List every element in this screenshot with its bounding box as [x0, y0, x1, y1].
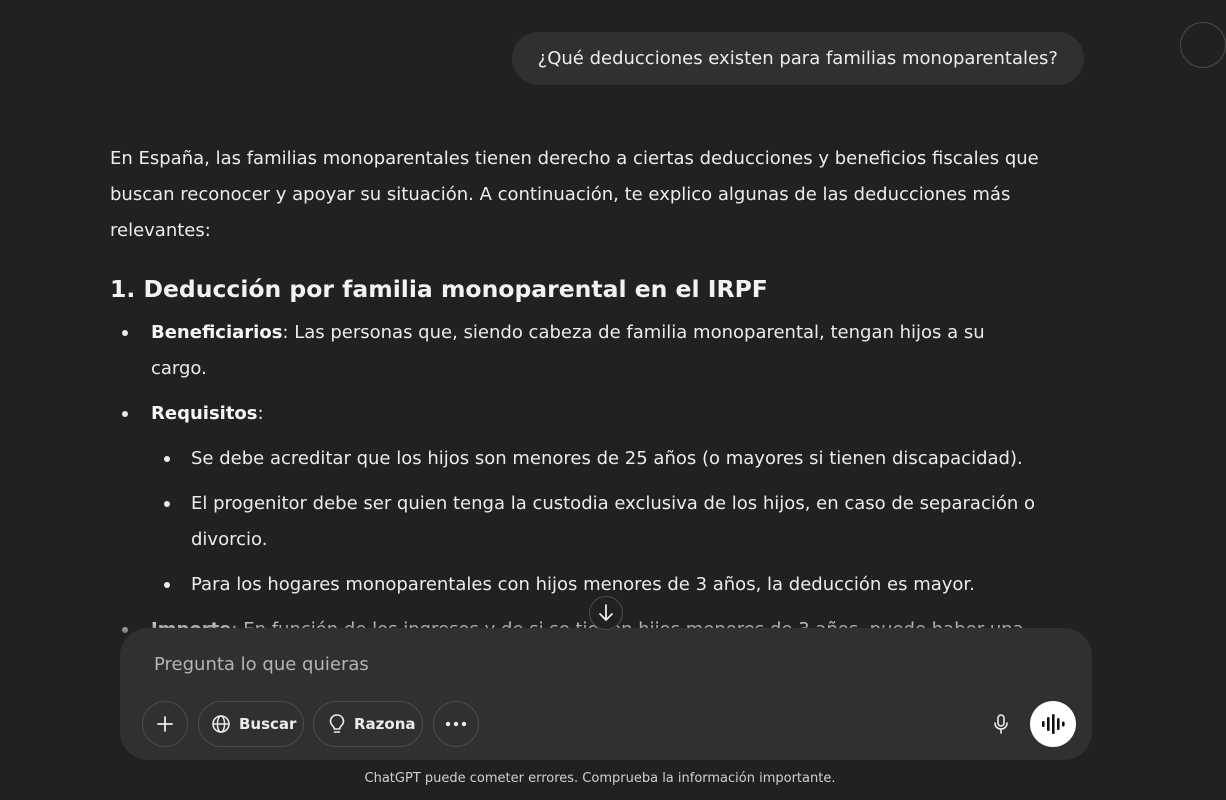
- add-attachment-button[interactable]: [142, 701, 188, 747]
- profile-avatar[interactable]: [1180, 22, 1226, 68]
- bullet-dot: [122, 411, 128, 417]
- search-button[interactable]: [198, 701, 304, 747]
- sub-list-item-text: Se debe acreditar que los hijos son menores de 25 años (o mayores si tienen discapacidad).: [191, 448, 1023, 469]
- bullet-dot: [164, 501, 170, 507]
- reason-button[interactable]: [313, 701, 423, 747]
- message-composer: [120, 628, 1092, 760]
- voice-mode-icon: [1041, 714, 1065, 734]
- bullet-dot: [164, 582, 170, 588]
- bullet-dot: [122, 330, 128, 336]
- sub-list-item-text: El progenitor debe ser quien tenga la custodia exclusiva de los hijos, en caso de separación o divorcio.: [191, 493, 1035, 550]
- section-heading: 1. Deducción por familia monoparental en el IRPF: [110, 275, 768, 303]
- sub-list-item-text: Para los hogares monoparentales con hijos menores de 3 años, la deducción es mayor.: [191, 574, 975, 595]
- plus-icon: [156, 715, 174, 733]
- assistant-message: [110, 141, 1040, 634]
- sub-bullet-list: [151, 441, 1040, 603]
- assistant-intro: En España, las familias monoparentales tienen derecho a ciertas deducciones y beneficios fiscales que buscan reconocer y apoyar su situación. A continuación, te explico algunas de las deducciones más relevantes:: [110, 148, 1039, 241]
- list-item-text: : Las personas que, siendo cabeza de familia monoparental, tengan hijos a su cargo.: [151, 322, 985, 379]
- microphone-icon: [992, 713, 1010, 735]
- user-message-bubble: [512, 32, 1084, 85]
- globe-icon: [211, 714, 231, 734]
- list-item-label: Beneficiarios: [151, 322, 283, 343]
- sub-list-item: [151, 486, 1040, 558]
- list-item-text: :: [257, 403, 264, 424]
- list-item-label: Requisitos: [151, 403, 258, 424]
- voice-mode-button[interactable]: [1030, 701, 1076, 747]
- scroll-to-bottom-button[interactable]: [589, 596, 623, 630]
- user-message-text: ¿Qué deducciones existen para familias monoparentales?: [537, 48, 1058, 69]
- prompt-input[interactable]: [154, 650, 1054, 678]
- sub-list-item: [151, 567, 1040, 603]
- more-icon: [445, 721, 467, 727]
- more-options-button[interactable]: [433, 701, 479, 747]
- reason-button-label: Razona: [354, 715, 416, 733]
- bullet-dot: [164, 456, 170, 462]
- lightbulb-icon: [328, 713, 346, 735]
- list-item: [110, 396, 1040, 603]
- dictate-button[interactable]: [978, 701, 1024, 747]
- sub-list-item: [151, 441, 1040, 477]
- footer-disclaimer: ChatGPT puede cometer errores. Comprueba la información importante.: [364, 771, 836, 786]
- arrow-down-icon: [598, 604, 614, 622]
- search-button-label: Buscar: [239, 715, 297, 733]
- list-item: [110, 315, 1040, 387]
